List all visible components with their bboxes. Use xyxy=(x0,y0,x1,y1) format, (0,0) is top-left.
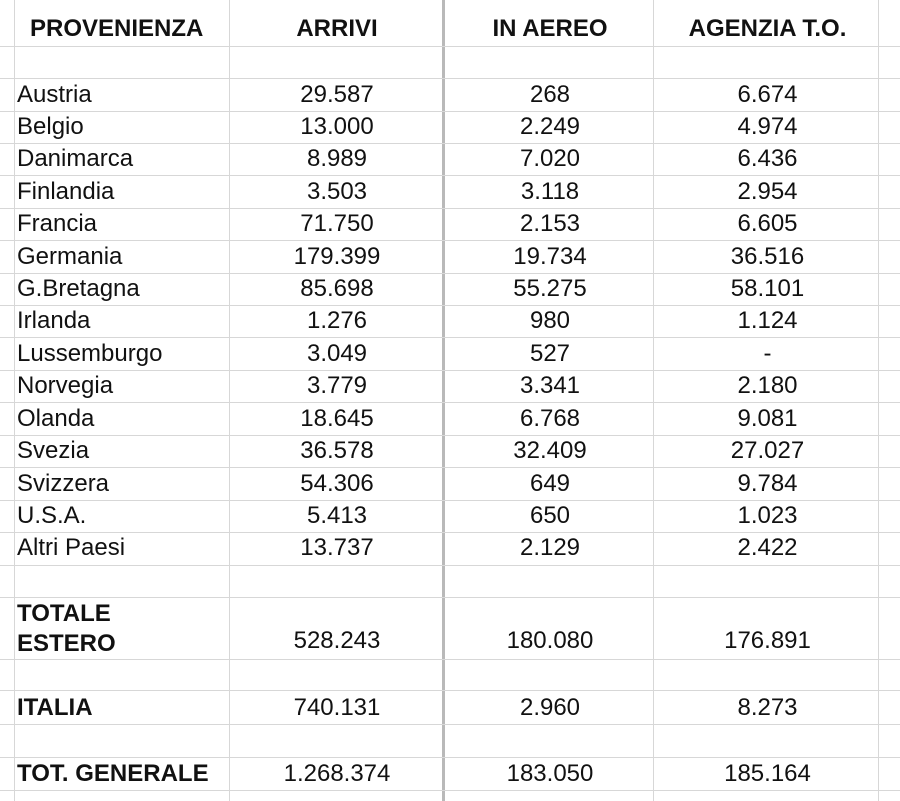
cell-agenzia: 2.422 xyxy=(737,534,798,561)
cell-country: Germania xyxy=(17,243,123,270)
header-in-aereo: IN AEREO xyxy=(492,15,608,42)
cell-arrivi: 36.578 xyxy=(300,437,374,464)
totale-estero-in-aereo: 180.080 xyxy=(506,627,594,654)
cell-in-aereo: 6.768 xyxy=(519,405,581,432)
cell-country: Olanda xyxy=(17,405,95,432)
table-row xyxy=(0,338,900,370)
totale-generale-in-aereo: 183.050 xyxy=(506,759,594,787)
cell-arrivi: 8.989 xyxy=(306,145,368,172)
cell-arrivi: 54.306 xyxy=(300,470,374,497)
grid-line xyxy=(0,790,900,791)
totale-estero-row xyxy=(0,597,900,659)
cell-arrivi: 18.645 xyxy=(300,405,374,432)
cell-agenzia: 6.674 xyxy=(737,81,798,108)
totale-generale-label: TOT. GENERALE xyxy=(17,759,209,787)
cell-in-aereo: 3.341 xyxy=(519,372,581,399)
cell-country: G.Bretagna xyxy=(17,275,140,302)
cell-agenzia: - xyxy=(763,340,772,367)
header-row xyxy=(0,12,900,46)
cell-in-aereo: 649 xyxy=(529,470,571,497)
cell-arrivi: 29.587 xyxy=(300,81,374,108)
header-arrivi: ARRIVI xyxy=(296,15,378,42)
cell-country: Belgio xyxy=(17,113,84,140)
grid-line xyxy=(0,46,900,47)
cell-country: Finlandia xyxy=(17,178,115,205)
cell-agenzia: 58.101 xyxy=(730,275,805,302)
cell-arrivi: 3.503 xyxy=(306,178,368,205)
cell-agenzia: 1.023 xyxy=(737,502,798,529)
cell-country: Norvegia xyxy=(17,372,114,399)
header-provenienza: PROVENIENZA xyxy=(30,15,204,42)
cell-in-aereo: 980 xyxy=(529,307,571,334)
cell-arrivi: 13.737 xyxy=(300,534,374,561)
cell-country: Svezia xyxy=(17,437,90,464)
totale-estero-arrivi: 528.243 xyxy=(293,627,381,654)
grid-line xyxy=(0,565,900,566)
cell-country: U.S.A. xyxy=(17,502,87,529)
table-row xyxy=(0,273,900,305)
totale-estero-label-line1: TOTALE xyxy=(17,600,111,627)
cell-in-aereo: 3.118 xyxy=(520,178,580,205)
italia-arrivi: 740.131 xyxy=(293,693,381,721)
italia-label: ITALIA xyxy=(17,693,93,721)
grid-line xyxy=(0,724,900,725)
cell-arrivi: 5.413 xyxy=(306,502,368,529)
cell-arrivi: 1.276 xyxy=(306,307,368,334)
cell-in-aereo: 268 xyxy=(529,81,571,108)
cell-agenzia: 2.954 xyxy=(737,178,798,205)
cell-agenzia: 2.180 xyxy=(737,372,798,399)
cell-arrivi: 71.750 xyxy=(300,210,374,237)
cell-arrivi: 3.779 xyxy=(306,372,368,399)
totale-estero-label-line2: ESTERO xyxy=(17,630,116,657)
cell-country: Altri Paesi xyxy=(17,534,126,561)
totale-generale-arrivi: 1.268.374 xyxy=(283,759,391,787)
totale-estero-label xyxy=(17,597,232,663)
cell-in-aereo: 650 xyxy=(529,502,571,529)
cell-arrivi: 85.698 xyxy=(300,275,374,302)
cell-agenzia: 9.784 xyxy=(737,470,798,497)
cell-country: Lussemburgo xyxy=(17,340,163,367)
cell-in-aereo: 32.409 xyxy=(513,437,587,464)
cell-agenzia: 6.605 xyxy=(737,210,798,237)
table-row xyxy=(0,111,900,143)
cell-in-aereo: 55.275 xyxy=(513,275,587,302)
cell-country: Danimarca xyxy=(17,145,134,172)
cell-agenzia: 6.436 xyxy=(737,145,798,172)
cell-agenzia: 1.124 xyxy=(737,307,798,334)
table-row xyxy=(0,370,900,402)
cell-in-aereo: 2.249 xyxy=(519,113,581,140)
table-row xyxy=(0,241,900,273)
cell-agenzia: 9.081 xyxy=(737,405,798,432)
cell-agenzia: 27.027 xyxy=(730,437,805,464)
cell-country: Austria xyxy=(17,81,92,108)
cell-in-aereo: 2.153 xyxy=(519,210,581,237)
table-row xyxy=(0,500,900,532)
cell-in-aereo: 7.020 xyxy=(519,145,581,172)
totale-generale-row xyxy=(0,757,900,790)
cell-country: Francia xyxy=(17,210,98,237)
table-row xyxy=(0,79,900,111)
cell-arrivi: 13.000 xyxy=(300,113,374,140)
italia-agenzia: 8.273 xyxy=(737,693,798,721)
cell-country: Svizzera xyxy=(17,470,110,497)
cell-arrivi: 179.399 xyxy=(293,243,381,270)
cell-in-aereo: 527 xyxy=(529,340,571,367)
table-row xyxy=(0,403,900,435)
cell-country: Irlanda xyxy=(17,307,91,334)
table-row xyxy=(0,305,900,337)
cell-arrivi: 3.049 xyxy=(306,340,368,367)
italia-row xyxy=(0,691,900,724)
header-agenzia-to: AGENZIA T.O. xyxy=(688,15,847,42)
table-row xyxy=(0,532,900,564)
table-row xyxy=(0,143,900,175)
table-row xyxy=(0,468,900,500)
totale-generale-agenzia: 185.164 xyxy=(724,759,811,787)
table-row xyxy=(0,435,900,467)
totale-estero-agenzia: 176.891 xyxy=(724,627,811,654)
italia-in-aereo: 2.960 xyxy=(519,693,581,721)
table-row xyxy=(0,208,900,240)
cell-agenzia: 36.516 xyxy=(730,243,805,270)
cell-agenzia: 4.974 xyxy=(737,113,798,140)
cell-in-aereo: 19.734 xyxy=(513,243,587,270)
table-row xyxy=(0,176,900,208)
cell-in-aereo: 2.129 xyxy=(519,534,581,561)
